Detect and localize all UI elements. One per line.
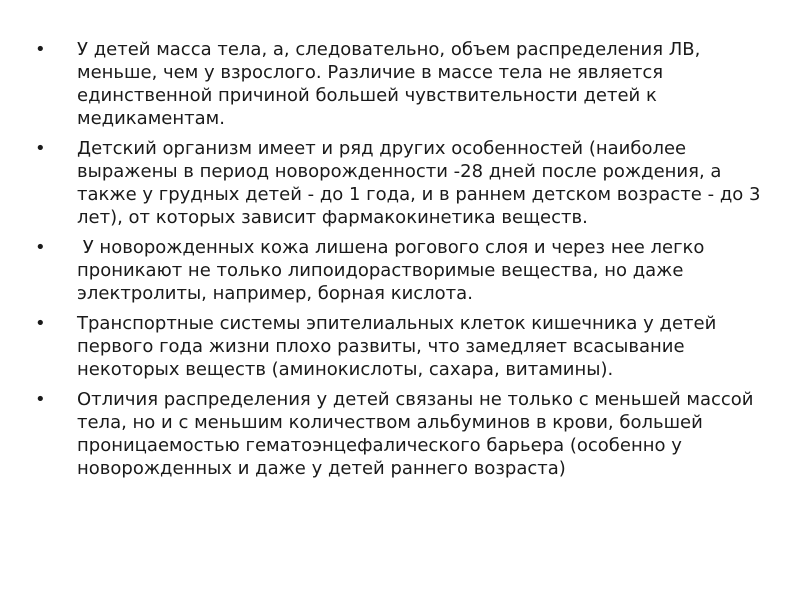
bullet-point: • (35, 313, 46, 334)
bullet-text: У новорожденных кожа лишена рогового слоя и через нее легко проникают не только липоидорастворимые вещества, но даже электролиты, например, борная кислота. (77, 237, 711, 304)
bullet-text: Транспортные системы эпителиальных клеток кишечника у детей первого года жизни плохо развиты, что замедляет всасывание некоторых веществ (аминокислоты, сахара, витамины). (77, 313, 723, 380)
list-item (35, 312, 775, 381)
list-item (35, 236, 775, 305)
bullet-point: • (35, 237, 46, 258)
bullet-text: У детей масса тела, а, следовательно, объем распределения ЛВ, меньше, чем у взрослого. Различие в массе тела не является единственной причиной большей чувствительности детей к медикаментам. (77, 39, 707, 129)
list-item (35, 388, 775, 480)
list-item (35, 38, 775, 130)
bullet-point: • (35, 39, 46, 60)
bullet-point: • (35, 389, 46, 410)
bullet-point: • (35, 138, 46, 159)
bullet-text: Детский организм имеет и ряд других особенностей (наиболее выражены в период новорожденности -28 дней после рождения, а также у грудных детей - до 1 года, и в раннем детском возрасте - до 3 лет), от которых зависит фармакокинетика веществ. (77, 138, 767, 228)
bullet-list (35, 38, 775, 487)
bullet-text: Отличия распределения у детей связаны не только с меньшей массой тела, но и с меньшим количеством альбуминов в крови, большей проницаемостью гематоэнцефалического барьера (особенно у новорожденных и даже у детей раннего возраста) (77, 389, 760, 479)
list-item (35, 137, 775, 229)
